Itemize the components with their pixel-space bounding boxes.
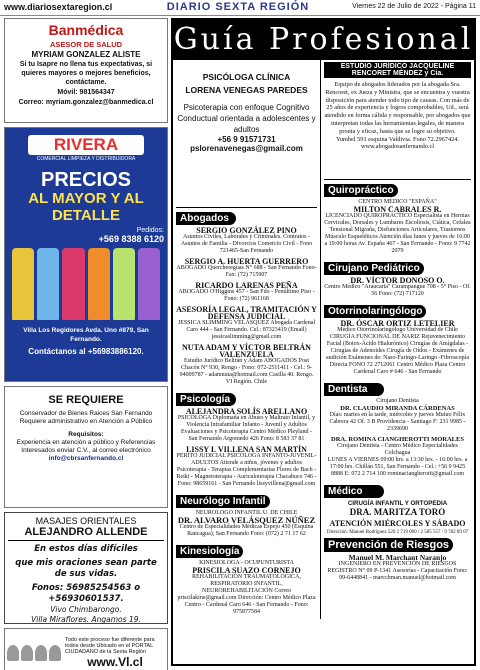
rivera-logo: RIVERA: [28, 135, 144, 155]
lawyer-name: SERGIO A. HUERTA GUERRERO: [184, 257, 309, 266]
risk-entry: [324, 554, 471, 582]
lawyer-entry: [176, 306, 317, 341]
neurologist-info: NEUROLOGO INFANTIL U. DE CHILE: [195, 510, 298, 516]
dentist-name: DRA. ROMINA CIANGHEROTTI MORALES: [331, 436, 464, 443]
massage-name: ALEJANDRO ALLENDE: [8, 526, 164, 541]
newspaper-title: DIARIO SEXTA REGIÓN: [118, 0, 358, 15]
psi-title: PSICÓLOGA CLÍNICA: [202, 72, 291, 82]
job-title: SE REQUIERE: [48, 394, 124, 406]
section-cirujano: Cirujano Pediátrico: [324, 262, 424, 275]
ent-entry: [324, 320, 471, 376]
doctor-entry: [324, 500, 471, 535]
section-neurologo: Neurólogo Infantil: [176, 495, 270, 508]
massage-line-4: Vivo Chimbarongo.: [50, 605, 122, 614]
lawyer-info: ABOGADO Querchereguas N° 688 - San Fernando Fono-Fax: (72) 715907: [176, 265, 317, 278]
psychologist-name: LISSY I. VILLENA SAN MARTÍN: [186, 445, 307, 454]
massage-ad: [4, 512, 168, 624]
site-url[interactable]: www.diariosextaregion.cl: [4, 2, 113, 12]
lawyer-name: NUTA ADAM Y VÍCTOR BELTRÁN VALENZUELA: [182, 343, 311, 359]
massage-line-2: que mis oraciones sean parte de sus vidas.: [15, 558, 157, 579]
products-image: [8, 248, 164, 320]
massage-phones: Fonos: 56985254563 o +56930601537.: [31, 583, 141, 604]
section-kinesiologia: Kinesiología: [176, 545, 243, 558]
dentist-hours: LUNES A VIERNES 09:00 hrs. a 13:30 hrs. - 16:00 hrs. a 17:00 hrs. Chillán 551, San Fernando - Cel.: +56 9 9425 8888 E: 072 2 714 100 rominaciangherotti@gmail.com: [327, 457, 468, 477]
surgeon-entry: [324, 277, 471, 298]
professional-guide: [171, 18, 476, 666]
clinical-psychologist-ad: [176, 60, 317, 208]
psi-email[interactable]: pslorenavenegas@gmail.com: [190, 144, 303, 153]
massage-heading: MASAJES ORIENTALES: [35, 516, 137, 526]
mayor-heading: AL MAYOR Y AL DETALLE: [28, 190, 144, 224]
advisor-mobile: Móvil: 981564347: [57, 89, 115, 96]
law-firm-ad: [324, 62, 471, 180]
section-riesgos: Prevención de Riesgos: [324, 538, 453, 552]
lawyer-entry: [176, 282, 317, 303]
banmedica-ad: [4, 18, 168, 123]
doctor-schedule: ATENCIÓN MIÉRCOLES Y SÁBADO: [329, 519, 466, 528]
kinesiologist-entry: [176, 560, 317, 616]
law-firm-text: Equipo de abogados liderados por la abogada Sra. Rencoret, ex Jueza y Ministra, que se encuentra y vuestra disposición para atender todo tipo de causas. Con más de 25 años de experiencia y logros comprobables, Ud., será atendido en forma cálida y responsable, por abogados que interpretan todas las herramientas legales, de manera pronta y eficaz, hasta que se logre su objetivo.: [324, 81, 471, 135]
psychologist-info: PERITO JUDICIAL PSICÓLOGA INFANTO-JUVENIL-ADULTOS Atiende a niños, jóvenes y adultos Psicoterapia - Terapias Complementarias Flores de Bach - Reiki - Magnetoterapia - Auriculoterapia Chacabuco 746 - Fono: 98659161 - San Fernando lissyvillena@gmail.com: [176, 453, 317, 487]
guide-column-left: [173, 60, 321, 619]
ent-name: DR. ÓSCAR ORTIZ LETELIER: [340, 319, 455, 328]
law-firm-header: ESTUDIO JURÍDICO JACQUELINE RENCORET MÉNDEZ y Cía.: [324, 62, 471, 78]
psi-phone: +56 9 91571731: [217, 135, 276, 144]
precios-heading: PRECIOS: [40, 169, 132, 191]
lawyer-name: SERGIO GONZÁLEZ PINO: [196, 226, 297, 235]
kinesiologist-info: KINESIOLOGA - OCUPUNTURISTA: [199, 560, 294, 566]
psychologist-entry: [176, 446, 317, 488]
psychologist-name: ALEJANDRA SOLÍS ARELLANO: [185, 407, 308, 416]
lawyer-name: RICARDO LARENAS PEÑA: [195, 281, 298, 290]
advisor-email[interactable]: Correo: myriam.gonzalez@banmedica.cl: [18, 99, 154, 106]
doctor-specialty: CIRUGÍA INFANTIL Y ORTOPEDIA: [347, 500, 448, 507]
neurologist-name: DR. ALVARO VELÁSQUEZ NÚÑEZ: [177, 515, 316, 525]
dentist-head: Cirujano Dentista: [376, 398, 419, 404]
lawyer-entry: [176, 227, 317, 255]
portal-ad: [4, 628, 168, 670]
neurologist-entry: [176, 510, 317, 538]
risk-info: INGENIERO EN PREVENCIÓN DE RIESGOS REGISTRO N° 09 P-1341 Asesorías - Capacitación Fono: 99-6448841 - marcchman.manuel@hotmail.com: [327, 561, 468, 581]
neurologist-address: Centro de Especialidades Médicas Espejo 450 (Esquina Rancagua), San Fernando Fono: (072) 2 71 17 62: [179, 524, 314, 537]
chiropractor-name: MILTON CABRALES R.: [353, 205, 442, 214]
issue-date: Viernes 22 de Julio de 2022 - Página 11: [352, 3, 476, 10]
ent-info: Médico Otorrinolaringólogo Universidad de Chile CIRUGÍA FUNCIONAL DE NARIZ Rejuvenecimiento Facial (Botox-Ácido Hialurónico) Cirugías de Amígdalas - Cirugías de Adenoides Cirugía de Oídos - Exámenes de audición Exámenes de: Naso-Faringo-Laringo -Fibroscopía Directa FONO 72 2712061 Centro Médico Plaza Centro Cardenal Caro # 646 - San Fernando: [326, 327, 469, 375]
chiropractor-entry: [324, 199, 471, 255]
doctor-name: DRA. MARITZA TORO: [349, 507, 446, 517]
portal-text: Todo este proceso fue diferente para todos desde Ubicado en el PORTAL CIUDADANO de la Sexta Región: [65, 637, 155, 655]
lawyer-entry: [176, 258, 317, 279]
section-psicologia: Psicología: [176, 393, 236, 406]
orders-phone: +569 8388 6120: [98, 234, 164, 244]
kinesiologist-name: PRISCILA SUAZO CORNEJO: [192, 566, 301, 575]
dentist-entry: [324, 436, 471, 478]
chiropractor-center: CENTRO MÉDICO "ESPAÑA": [358, 199, 437, 205]
psychologist-entry: [176, 408, 317, 443]
orders-label: Pedidos:: [136, 227, 164, 234]
lawyer-entry: [176, 344, 317, 386]
dentist-info: Cirujano Dentista - Centro Médico Especialidades Colchagua: [337, 443, 458, 456]
portal-url[interactable]: www.Vl.cl: [87, 655, 143, 669]
job-body: Conservador de Bienes Raices San Fernando Requiere administrativo en Atención a Público: [19, 410, 153, 425]
banmedica-logo: Banmédica: [48, 22, 124, 38]
surgeon-name: DR. VÍCTOR DONOSO O.: [350, 276, 445, 285]
page-header: [0, 0, 480, 16]
dentist-entry: [324, 398, 471, 433]
guide-column-right: [321, 60, 474, 619]
section-dentista: Dentista: [324, 383, 384, 396]
job-ad: [4, 386, 168, 508]
guide-title: Guía Profesional: [173, 20, 474, 60]
section-otorrino: Otorrinolaringólogo: [324, 305, 426, 318]
job-req-body: Experiencia en atención a público y Referencias Interesados enviar C.V., al correo electrónico: [16, 439, 156, 454]
dentist-name: DR. CLAUDIO MIRANDA CÁRDENAS: [340, 405, 455, 412]
chiropractor-info: LICENCIADO QUIROPRACTICO Especialista en Hernias Cervicales, Dorsales y Lumbares Escoliosis, Ciática, Cefalea Tensional Migraña, Disfunciones Articulares, Trastornos Músculo Esqueléticos Atención días lunes y jueves de 16:00 a 19:00 horas Av. España 467 - San Fernando - Fono: 9 7742 2079: [324, 213, 471, 254]
advisor-name: MYRIAM GONZALEZ ALISTE: [31, 50, 141, 59]
psychologist-info: PSICÓLOGA Diplomada en Abuso y Maltrato Infantil, y Violencia Intrafamiliar Infanto - Juvenil y Adultos Evaluaciones y Psicoterapia Centro Médico Pleyland - San Fernando Argomedo 426 Fono: 8 583 37 81: [177, 415, 316, 442]
people-icon: [7, 645, 61, 661]
law-firm-web[interactable]: www.abogadosanfernando.cl: [360, 143, 435, 151]
rivera-contact: Contáctanos al +56983886120.: [28, 347, 144, 356]
left-ads-column: [4, 18, 168, 670]
job-email[interactable]: info@cbrsanfernando.cl: [48, 455, 124, 462]
rivera-address: Villa Los Regidores Avda. Uno #879, San Fernando.: [23, 327, 149, 343]
rivera-subtitle: COMERCIAL LIMPIEZA Y DISTRIBUIDORA: [36, 156, 136, 162]
psi-description: Psicoterapia con enfoque Cognitivo Conductual orientada a adolescentes y adultos: [177, 103, 316, 134]
job-req-label: Requisitos:: [68, 431, 104, 438]
advisor-role: ASESOR DE SALUD: [49, 40, 123, 49]
doctor-address: Dirección: Manuel Rodríguez 520 2 719 000 / 2 585 557 / 9 782 89 07: [326, 530, 469, 535]
lawyer-name: ASESORÍA LEGAL, TRAMITACIÓN Y DEFENSA JUDICIAL: [176, 305, 317, 321]
risk-name: Manuel M. Marchant Naranjo: [348, 553, 447, 562]
lawyer-info: Estudio Jurídico Beltrán y Adam ABOGADOS Post Chacón N° 930, Rengo - Fono: 072-2511411 - Cel.: 9-94009787 - adamnuta@hotmail.com Casilla 40. Rengo. VI Región. Chile: [179, 358, 314, 385]
section-abogados: Abogados: [176, 212, 236, 225]
surgeon-info: Centro Médico "Araucaria" Carampangue 708 - 5° Piso - Of. 56 Fono: (72) 717120: [324, 284, 471, 297]
kinesiologist-address: REHABILITACIÓN TRAUMATOLÓGICA, RESPIRATORIO INFANTIL, NEUROREHABILITACIÓN Correo priscilakine@gmail.com Dirección: Centro Médico Plaza Centro - Cardenal Caro 646 - San Fernando - Fono: 975877584: [177, 574, 316, 615]
lawyer-info: Asuntos Civiles, Laborales y Criminales. Contratos - Asuntos de Familia - Divorcios Comercio Civil - Fono 721465-San Fernando: [180, 234, 313, 254]
rivera-ad: [4, 127, 168, 382]
section-medico: Médico: [324, 485, 384, 498]
law-firm-address: Yumbel 591 esquina Valdivia. Fono 72.2967424.: [335, 135, 460, 143]
section-quiropractico: Quiropráctico: [324, 184, 398, 197]
massage-line-5: Villa Miraflores. Angamos 19.: [31, 615, 141, 624]
lawyer-info: JESSICA SLIMMING VELÁSQUEZ Abogada Cardenal Caro 444 - San Fernando. Cel.: 87323419 (Email) jessicaslimming@gmail.com: [177, 320, 316, 340]
massage-line-1: En estos días difíciles: [34, 544, 138, 554]
psi-name: LORENA VENEGAS PAREDES: [185, 85, 308, 95]
lawyer-info: ABOGADO O'Higgins 457 - San Fdo - Penúltimo Piso - Fono: (72) 961168: [178, 289, 315, 302]
dentist-info: Días: martes en la tarde, miércoles y jueves Mutuo Félix Cabrera 42 Of. 3 B Providencia - Santiago F: 231 9985 - 2339690: [329, 412, 466, 432]
advisor-text: Si tu Isapre no llena tus expectativas, si quieres mayores o mejores beneficios, contáctame.: [19, 61, 153, 86]
